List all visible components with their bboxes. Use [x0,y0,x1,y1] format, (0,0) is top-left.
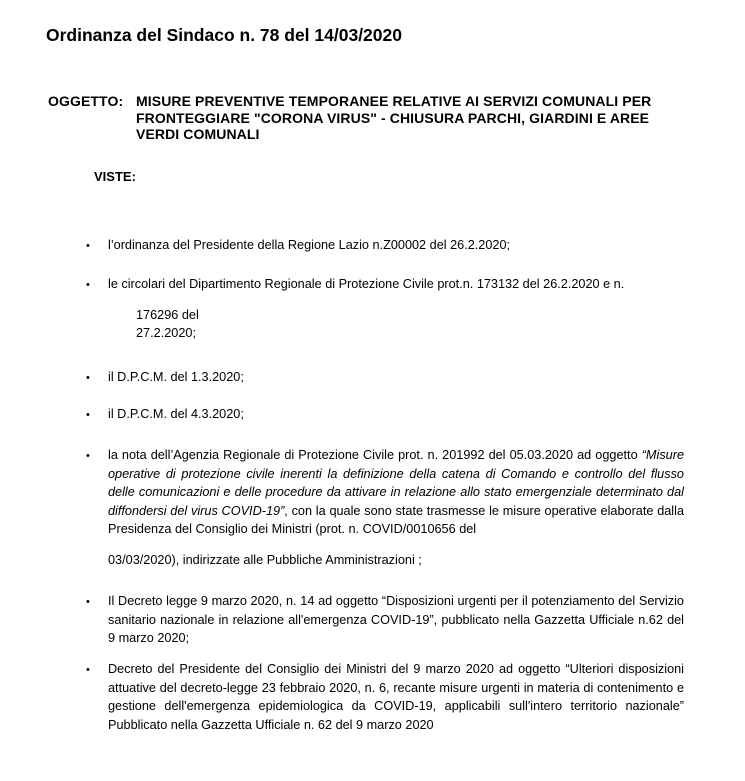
bullet-icon: • [86,279,90,291]
list-item [108,660,684,734]
list-item-text: , con la quale sono state trasmesse le misure operative elaborate dalla Presidenza del Consiglio dei Ministri (prot. n. COVID/0010656 del [108,503,684,536]
bullet-icon: • [86,450,90,462]
list-item [108,592,684,648]
subject-text: MISURE PREVENTIVE TEMPORANEE RELATIVE AI SERVIZI COMUNALI PER FRONTEGGIARE "CORONA VIRUS" - CHIUSURA PARCHI, GIARDINI E AREE VERDI COMUNALI [136,93,652,142]
list-item-text: il D.P.C.M. del 1.3.2020; [108,370,244,384]
list-item-tail: 03/03/2020), indirizzate alle Pubbliche Amministrazioni ; [108,553,422,567]
list-item-text: Decreto del Presidente del Consiglio dei Ministri del 9 marzo 2020 ad oggetto “Ulteriori disposizioni attuative del decreto-legge 23 febbraio 2020, n. 6, recante misure urgenti in materia di contenimento e gestione dell'emergenza epidemiologica da COVID-19, applicabili sull'intero territorio nazionale” Pubblicato nella Gazzetta Ufficiale n. 62 del 9 marzo 2020 [108,662,684,732]
list-item-text: Il Decreto legge 9 marzo 2020, n. 14 ad oggetto “Disposizioni urgenti per il potenziamento del Servizio sanitario nazionale in relazione all'emergenza COVID-19”, pubblicato nella Gazzetta Ufficiale n.62 del 9 marzo 2020; [108,594,684,645]
list-item-text: le circolari del Dipartimento Regionale di Protezione Civile prot.n. 173132 del 26.2.2020 e n. [108,277,625,291]
list-item [108,446,684,539]
bullet-icon: • [86,240,90,252]
list-item-text: il D.P.C.M. del 4.3.2020; [108,407,244,421]
bullet-icon: • [86,664,90,676]
subject-label: OGGETTO: [48,93,124,109]
list-item [108,405,684,424]
list-item-continuation: 176296 del [136,308,199,322]
viste-heading: VISTE: [94,169,136,184]
bullet-icon: • [86,409,90,421]
list-item-continuation: 27.2.2020; [136,326,196,340]
list-item-quote: “Misure operative di protezione civile inerenti la definizione della catena di Comando e controllo del flusso delle comunicazioni e delle procedure da attivare in relazione allo stato emergenziale determinato dal diffondersi del virus COVID-19” [108,448,684,518]
bullet-icon: • [86,596,90,608]
list-item [108,275,684,294]
list-item [108,236,684,255]
document-title: Ordinanza del Sindaco n. 78 del 14/03/2020 [46,25,402,45]
list-item-text: la nota dell’Agenzia Regionale di Protezione Civile prot. n. 201992 del 05.03.2020 ad oggetto [108,448,638,462]
list-item [108,368,684,387]
list-item-text: l’ordinanza del Presidente della Regione Lazio n.Z00002 del 26.2.2020; [108,238,511,252]
bullet-icon: • [86,372,90,384]
